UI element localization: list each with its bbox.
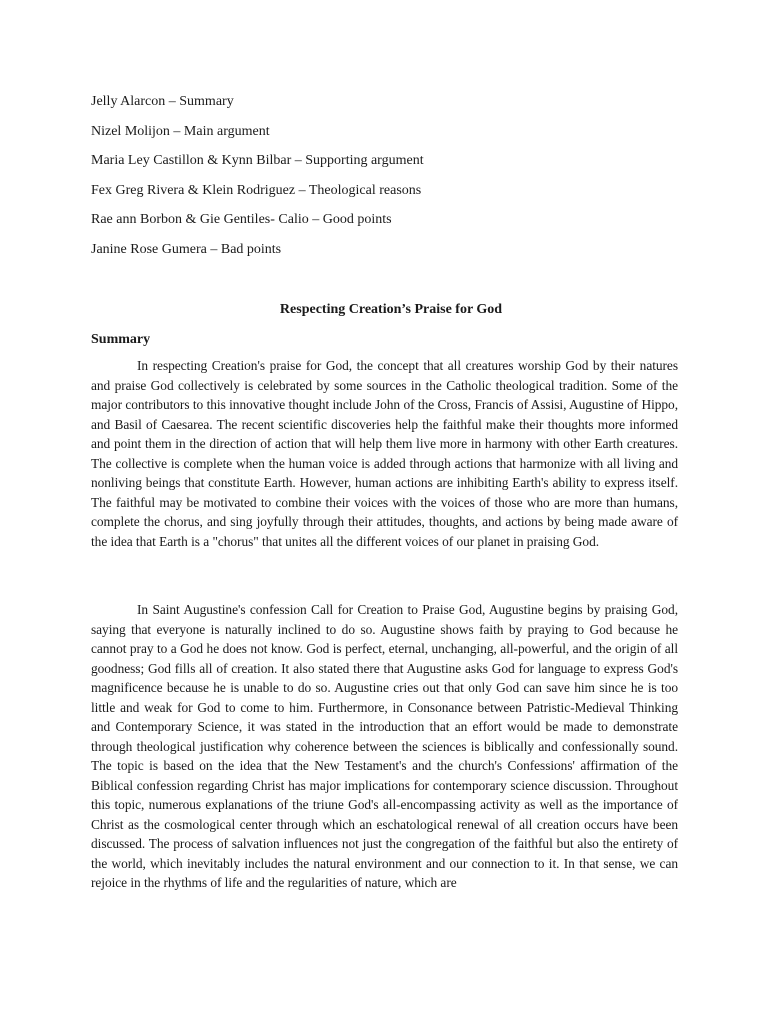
assignment-line-bad-points: Janine Rose Gumera – Bad points xyxy=(91,241,282,257)
assignment-line-supporting-argument: Maria Ley Castillon & Kynn Bilbar – Supporting argument xyxy=(91,153,424,169)
assignment-line-theological-reasons: Fex Greg Rivera & Klein Rodriguez – Theological reasons xyxy=(91,182,422,198)
assignment-line-good-points: Rae ann Borbon & Gie Gentiles- Calio – Good points xyxy=(91,212,392,228)
summary-paragraph-2: In Saint Augustine's confession Call for Creation to Praise God, Augustine begins by praising God, saying that everyone is naturally inclined to do so. Augustine shows faith by praying to God because he cannot pray to a God he does not know. God is perfect, eternal, unchanging, all-powerful, and the origin of all goodness; God fills all of creation. It also stated there that Augustine asks God for language to express God's magnificence because he is unable to do so. Augustine cries out that only God can save him since he is too little and weak for God to come to him. Furthermore, in Consonance between Patristic-Medieval Thinking and Contemporary Science, it was stated in the introduction that an effort would be made to demonstrate through theological justification why coherence between the sciences is biblically and confessionally sound. The topic is based on the idea that the New Testament's and the church's Confessions' affirmation of the Biblical confession regarding Christ has major implications for contemporary science discussion. Throughout this topic, numerous explanations of the triune God's all-encompassing activity as well as the importance of Christ as the cosmological center through which an eschatological renewal of all creation occurs have been discussed. The process of salvation influences not just the congregation of the faithful but also the entirety of the world, which inevitably includes the natural environment and our connection to it. In that sense, we can rejoice in the rhythms of life and the regularities of nature, which are xyxy=(91,602,678,890)
assignment-line-summary: Jelly Alarcon – Summary xyxy=(91,94,234,109)
section-heading-summary: Summary xyxy=(91,332,151,347)
group-assignment-list xyxy=(91,92,691,270)
document-title: Respecting Creation’s Praise for God xyxy=(279,302,503,317)
assignment-line-main-argument: Nizel Molijon – Main argument xyxy=(91,123,270,139)
summary-paragraph-1: In respecting Creation's praise for God, the concept that all creatures worship God by their natures and praise God collectively is celebrated by some sources in the Catholic theological tradition. Some of the major contributors to this innovative thought include John of the Cross, Francis of Assisi, Augustine of Hippo, and Basil of Caesarea. The recent scientific discoveries help the faithful make their thoughts more informed and point them in the direction of action that will help them live more in harmony with other Earth creatures. The collective is complete when the human voice is added through actions that harmonize with all living and nonliving beings that constitute Earth. However, human actions are inhibiting Earth's ability to express itself. The faithful may be motivated to combine their voices with the voices of those who are more than humans, complete the chorus, and sing joyfully through their attitudes, thoughts, and actions by being made aware of the idea that Earth is a "chorus" that unites all the different voices of our planet in praising God. xyxy=(91,358,678,549)
